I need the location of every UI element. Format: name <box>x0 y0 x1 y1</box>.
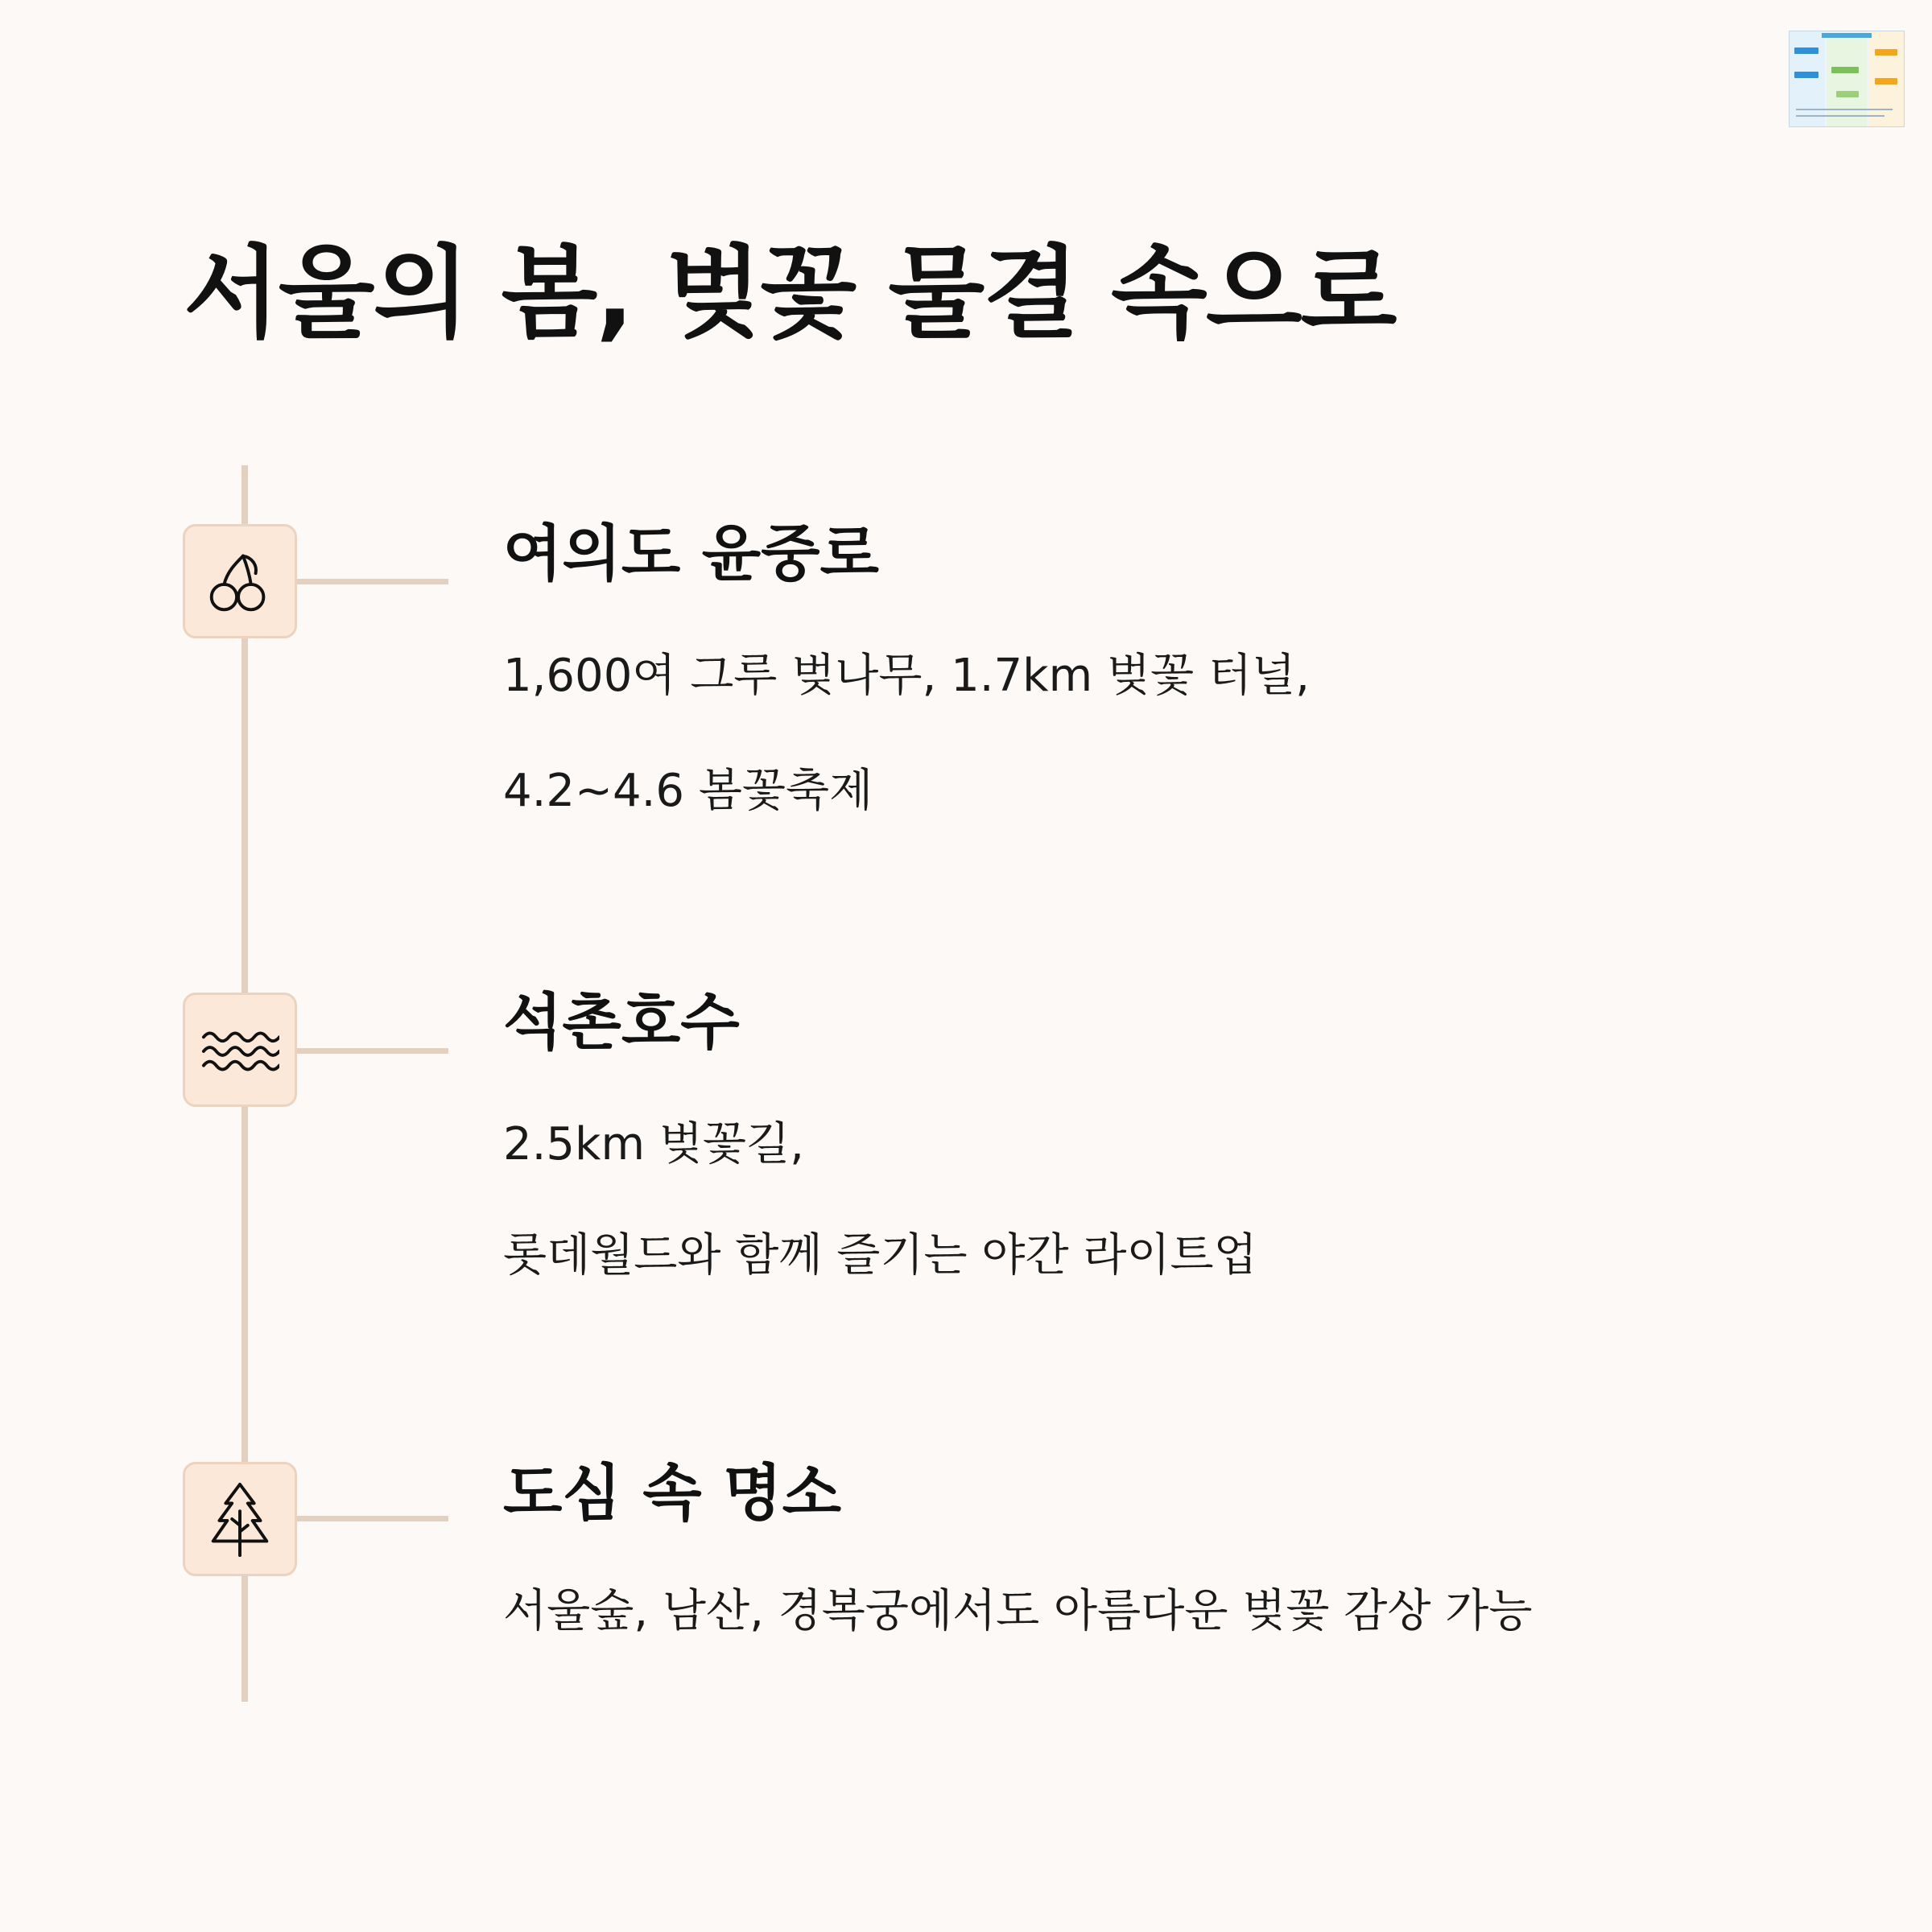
item-desc-line: 1,600여 그루 벚나무, 1.7km 벚꽃 터널, <box>503 650 1310 702</box>
flowchart-thumbnail <box>1789 31 1905 127</box>
item-title-downtown: 도심 속 명소 <box>503 1457 841 1529</box>
tree-icon <box>200 1480 279 1558</box>
cherry-icon <box>200 542 279 621</box>
connector-3 <box>297 1516 448 1521</box>
item-desc-line: 롯데월드와 함께 즐기는 야간 라이트업 <box>503 1229 1257 1282</box>
connector-2 <box>297 1048 448 1054</box>
item-desc-line: 4.2~4.6 봄꽃축제 <box>503 765 873 817</box>
item-title-yeouido: 여의도 윤중로 <box>503 518 879 589</box>
timeline-icon-box-1 <box>183 524 297 638</box>
timeline-icon-box-3 <box>183 1462 297 1576</box>
timeline-icon-box-2 <box>183 993 297 1107</box>
waves-icon <box>200 1010 279 1089</box>
page-title: 서울의 봄, 벚꽃 물결 속으로 <box>184 236 1396 352</box>
item-desc-line: 서울숲, 남산, 경복궁에서도 아름다운 벚꽃 감상 가능 <box>503 1585 1533 1637</box>
item-desc-line: 2.5km 벚꽃길, <box>503 1118 804 1170</box>
connector-1 <box>297 579 448 584</box>
item-title-seokchon: 석촌호수 <box>503 986 740 1058</box>
